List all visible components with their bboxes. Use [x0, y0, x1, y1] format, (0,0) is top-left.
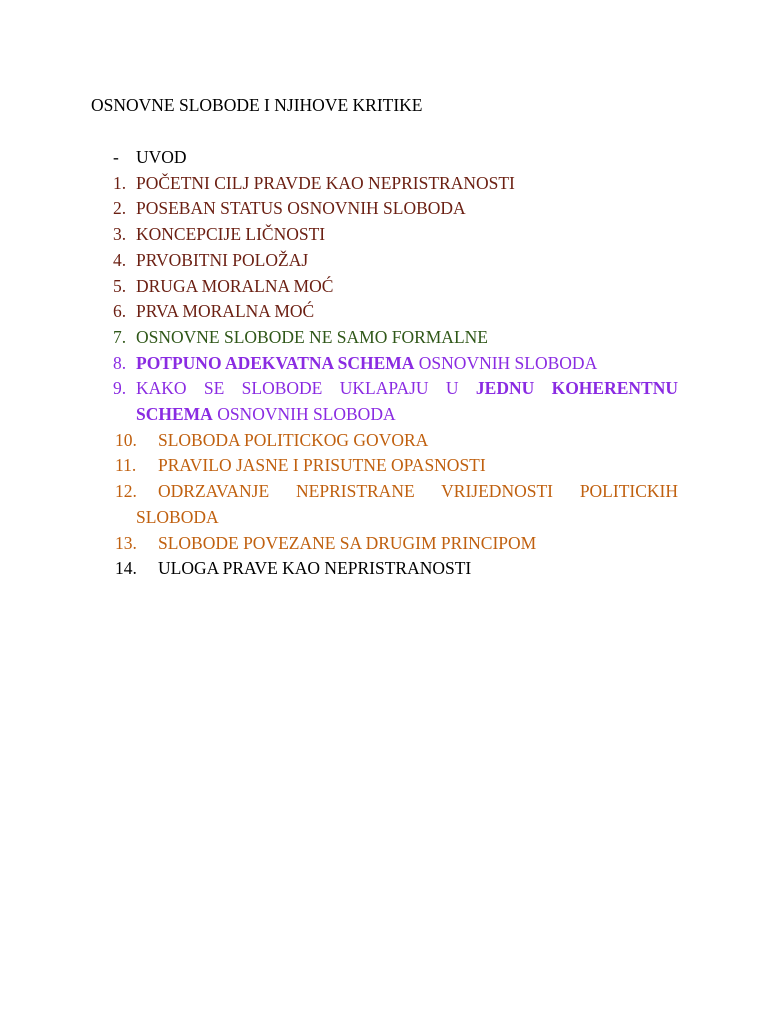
toc-item-text	[136, 171, 678, 197]
toc-item-text-part: JEDNU KOHERENTNU SCHEMA	[136, 378, 678, 425]
toc-item-text-part: POTPUNO ADEKVATNA SCHEMA	[136, 352, 415, 373]
toc-item-text-part: POSEBAN STATUS OSNOVNIH SLOBODA	[136, 198, 466, 219]
toc-item-text-part: SLOBODA POLITICKOG GOVORA	[158, 429, 429, 450]
toc-item-number: 10.	[115, 429, 137, 450]
toc-item-number: 5.	[113, 275, 127, 296]
toc-item-number: 12.	[115, 481, 137, 502]
toc-item-12	[113, 479, 678, 530]
toc-item-text	[136, 376, 678, 427]
toc-item-number: 8.	[113, 352, 127, 373]
toc-item-text-part: PRAVILO JASNE I PRISUTNE OPASNOSTI	[158, 455, 486, 476]
toc-item-text	[136, 299, 678, 325]
toc-item-number: 9.	[113, 378, 127, 399]
toc-item-6	[113, 299, 678, 325]
toc-item-text	[136, 428, 678, 454]
toc-item-text-part: PRVOBITNI POLOŽAJ	[136, 249, 309, 270]
toc-item-number: 4.	[113, 249, 127, 270]
toc-item-text-part: UVOD	[136, 147, 187, 167]
table-of-contents	[113, 145, 678, 582]
toc-item-text	[136, 453, 678, 479]
toc-item-text-part: ODRZAVANJE NEPRISTRANE VRIJEDNOSTI POLITICKIH SLOBODA	[136, 481, 678, 527]
document-title: OSNOVNE SLOBODE I NJIHOVE KRITIKE	[91, 95, 423, 115]
toc-item-11	[113, 453, 678, 479]
toc-item-14	[113, 556, 678, 582]
toc-item-13	[113, 531, 678, 557]
toc-item-text-part: DRUGA MORALNA MOĆ	[136, 275, 334, 296]
toc-item-text-part: ULOGA PRAVE KAO NEPRISTRANOSTI	[158, 558, 472, 579]
toc-item-text-part: OSNOVNIH SLOBODA	[414, 352, 598, 373]
toc-item-text-part: KONCEPCIJE LIČNOSTI	[136, 224, 326, 245]
toc-item-number: -	[113, 147, 119, 167]
toc-item-7	[113, 325, 678, 351]
toc-item-number: 11.	[115, 455, 137, 476]
toc-item-text	[136, 222, 678, 248]
toc-item-number: 13.	[115, 532, 137, 553]
toc-item-text-part: OSNOVNE SLOBODE NE SAMO FORMALNE	[136, 326, 488, 347]
toc-item-text	[136, 274, 678, 300]
toc-item-text-part: OSNOVNIH SLOBODA	[212, 404, 396, 425]
toc-item-10	[113, 428, 678, 454]
toc-item-3	[113, 222, 678, 248]
toc-item-text	[136, 479, 678, 530]
toc-item-number: 14.	[115, 558, 137, 579]
toc-item-text-part: PRVA MORALNA MOĆ	[136, 301, 315, 322]
toc-item-text-part: POČETNI CILJ PRAVDE KAO NEPRISTRANOSTI	[136, 172, 515, 193]
toc-item-number: 1.	[113, 172, 127, 193]
toc-item-number: 2.	[113, 198, 127, 219]
toc-item-text	[136, 325, 678, 351]
toc-item-text	[136, 556, 678, 582]
toc-item-text	[136, 351, 678, 377]
toc-item-2	[113, 196, 678, 222]
toc-item-number: 3.	[113, 224, 127, 245]
toc-item-number: 6.	[113, 301, 127, 322]
toc-item-number: 7.	[113, 326, 127, 347]
toc-item-text-part: SLOBODE POVEZANE SA DRUGIM PRINCIPOM	[158, 532, 537, 553]
toc-item-text	[136, 248, 678, 274]
toc-item-8	[113, 351, 678, 377]
toc-item-4	[113, 248, 678, 274]
toc-item-intro	[113, 145, 678, 171]
toc-item-5	[113, 274, 678, 300]
toc-item-1	[113, 171, 678, 197]
toc-item-text	[136, 145, 678, 171]
toc-item-text	[136, 531, 678, 557]
toc-item-text-part: KAKO SE SLOBODE UKLAPAJU U	[136, 378, 476, 399]
toc-item-text	[136, 196, 678, 222]
toc-item-9	[113, 376, 678, 427]
